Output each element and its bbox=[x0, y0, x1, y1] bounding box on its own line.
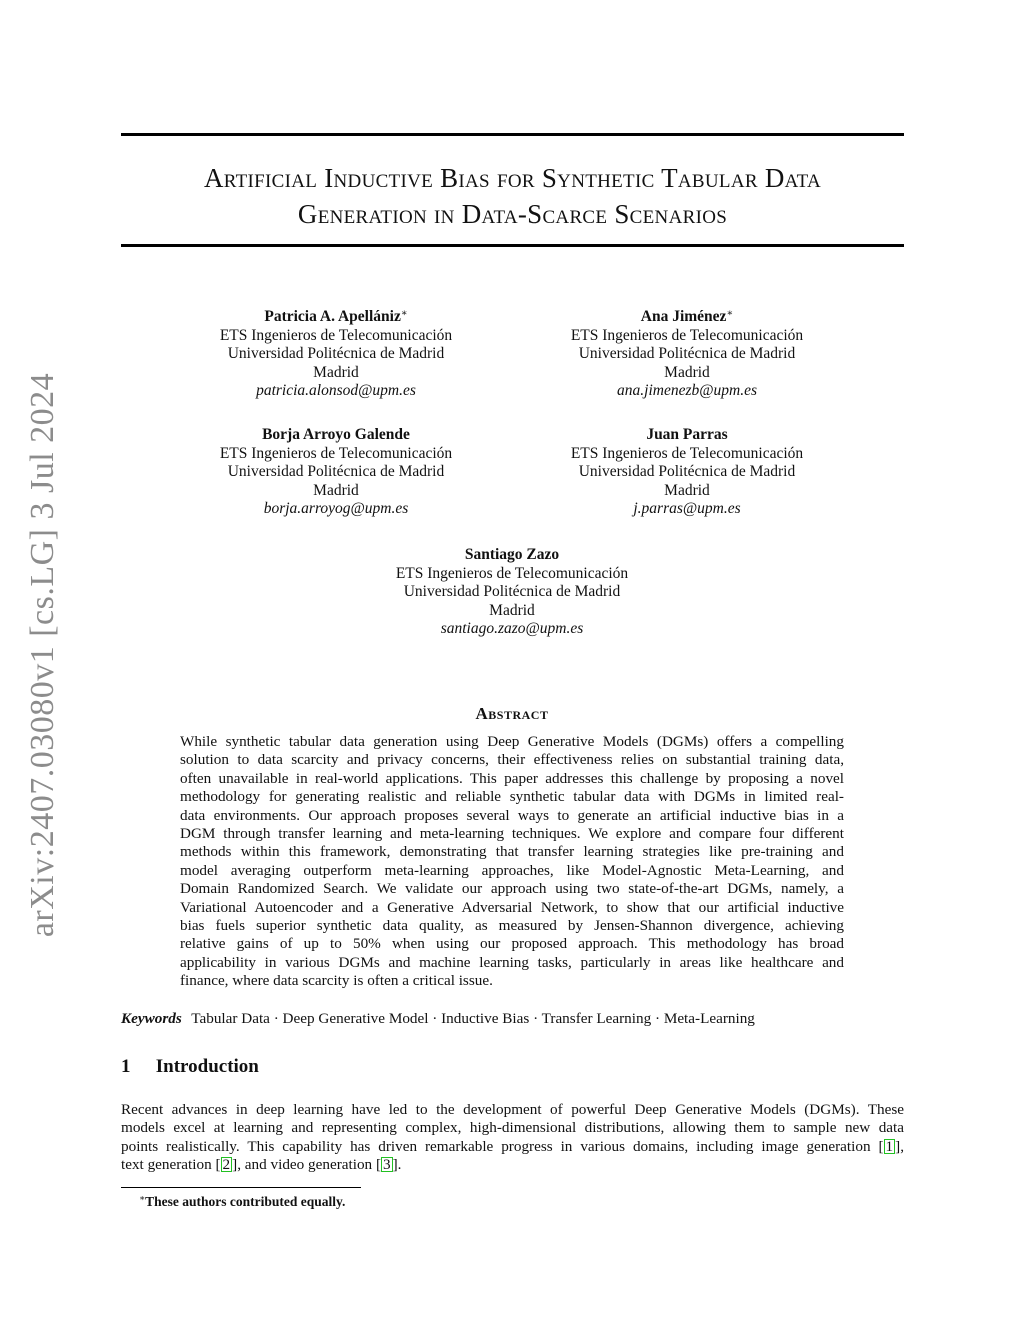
author-city: Madrid bbox=[489, 601, 535, 619]
intro-line: Recent advances in deep learning have led to the development of powerful Deep Generative Models (DGMs). These bbox=[121, 1101, 904, 1118]
section-title: Introduction bbox=[155, 1056, 259, 1077]
author-city: Madrid bbox=[664, 363, 710, 381]
author-university: Universidad Politécnica de Madrid bbox=[578, 463, 796, 480]
footnote-text: These authors contributed equally. bbox=[145, 1194, 346, 1209]
citation-link[interactable]: 2 bbox=[222, 1156, 231, 1174]
author-email[interactable]: patricia.alonsod@upm.es bbox=[256, 382, 416, 399]
author-city: Madrid bbox=[313, 481, 359, 499]
author-name: Patricia A. Apellániz∗ bbox=[264, 308, 408, 325]
author-name: Borja Arroyo Galende bbox=[262, 426, 410, 443]
author-affiliation: ETS Ingenieros de Telecomunicación bbox=[570, 326, 804, 344]
author-city: Madrid bbox=[313, 363, 359, 381]
title-line-1: Artificial Inductive Bias for Synthetic Tabular Data bbox=[204, 163, 821, 193]
footnote bbox=[139, 1193, 345, 1210]
intro-line: text generation [ 2 ], and video generation [ 3 ]. bbox=[121, 1156, 402, 1174]
abstract-line: relative gains of up to 50% when using our proposed approach. This methodology has broad bbox=[180, 935, 844, 953]
paper-title bbox=[110, 160, 915, 232]
author-name: Ana Jiménez∗ bbox=[640, 308, 734, 325]
title-top-rule bbox=[121, 133, 904, 136]
author-university: Universidad Politécnica de Madrid bbox=[227, 345, 445, 362]
abstract-line: methodology for generating realistic and reliable synthetic tabular data with DGMs in limited real- bbox=[180, 788, 844, 806]
title-bottom-rule bbox=[121, 244, 904, 247]
citation-link[interactable]: 3 bbox=[383, 1156, 391, 1174]
abstract-line: often unavailable in real-world applications. This paper addresses this challenge by proposing a novel bbox=[180, 769, 844, 787]
arxiv-identifier-text: arXiv:2407.03080v1 [cs.LG] 3 Jul 2024 bbox=[24, 372, 61, 938]
author-email[interactable]: borja.arroyog@upm.es bbox=[263, 500, 409, 517]
author-affiliation: ETS Ingenieros de Telecomunicación bbox=[395, 564, 629, 582]
abstract-line: methods within this framework, demonstrating that transfer learning strategies like pre-training and bbox=[180, 843, 844, 861]
author-university: Universidad Politécnica de Madrid bbox=[227, 463, 445, 480]
abstract-line: model averaging outperform meta-learning approaches, like Model-Agnostic Meta-Learning, and bbox=[180, 861, 844, 879]
section-heading bbox=[121, 1056, 259, 1078]
intro-paragraph bbox=[121, 1101, 904, 1175]
intro-line: models excel at learning and representing complex, high-dimensional distributions, allowing them to sample new data bbox=[121, 1119, 904, 1137]
author-email[interactable]: santiago.zazo@upm.es bbox=[440, 620, 584, 637]
author-city: Madrid bbox=[664, 481, 710, 499]
abstract-line: data environments. Our approach proposes several ways to generate an artificial inductive bias in a bbox=[180, 806, 844, 824]
abstract-line: bias fuels superior synthetic data quality, as measured by Jensen-Shannon divergence, achieving bbox=[180, 917, 844, 935]
author-name: Juan Parras bbox=[646, 426, 728, 443]
author-email[interactable]: j.parras@upm.es bbox=[633, 500, 741, 517]
author-university: Universidad Politécnica de Madrid bbox=[578, 345, 796, 362]
footnote-marker: ∗ bbox=[139, 1193, 146, 1203]
keywords-text: Tabular Data · Deep Generative Model · Inductive Bias · Transfer Learning · Meta-Learning bbox=[191, 1010, 755, 1027]
title-line-2: Generation in Data-Scarce Scenarios bbox=[297, 199, 728, 229]
abstract-line: While synthetic tabular data generation using Deep Generative Models (DGMs) offers a compelling bbox=[180, 733, 844, 750]
abstract-heading: Abstract bbox=[475, 704, 549, 723]
abstract-line: applicability in various DGMs and machine learning tasks, particularly in areas like healthcare and bbox=[180, 953, 844, 971]
author-affiliation: ETS Ingenieros de Telecomunicación bbox=[570, 444, 804, 462]
intro-line: points realistically. This capability has driven remarkable progress in various domains, including image generation [ 1 ], bbox=[121, 1137, 904, 1155]
author-affiliation: ETS Ingenieros de Telecomunicación bbox=[219, 444, 453, 462]
abstract-line: DGM through transfer learning and meta-learning techniques. We explore and compare four different bbox=[180, 825, 844, 843]
author-block bbox=[362, 546, 662, 639]
author-block bbox=[186, 305, 486, 401]
keywords-label: Keywords bbox=[121, 1010, 182, 1027]
section-number: 1 bbox=[121, 1056, 131, 1077]
author-email[interactable]: ana.jimenezb@upm.es bbox=[617, 382, 757, 399]
author-block bbox=[537, 305, 837, 401]
footnote-rule bbox=[121, 1187, 361, 1188]
author-block bbox=[186, 426, 486, 519]
abstract-body bbox=[180, 733, 844, 991]
author-block bbox=[537, 426, 837, 519]
citation-link[interactable]: 1 bbox=[885, 1137, 894, 1155]
author-university: Universidad Politécnica de Madrid bbox=[403, 583, 621, 600]
abstract-line: Domain Randomized Search. We validate our approach using two state-of-the-art DGMs, namely, a bbox=[180, 880, 844, 898]
abstract-line: finance, where data scarcity is often a critical issue. bbox=[180, 972, 493, 990]
abstract-line: Variational Autoencoder and a Generative Adversarial Network, to show that our artificial inductive bbox=[180, 898, 844, 916]
abstract-line: solution to data scarcity and privacy concerns, their effectiveness relies on substantial training data, bbox=[180, 751, 844, 769]
keywords bbox=[121, 1010, 755, 1028]
author-name: Santiago Zazo bbox=[464, 546, 560, 563]
author-affiliation: ETS Ingenieros de Telecomunicación bbox=[219, 326, 453, 344]
